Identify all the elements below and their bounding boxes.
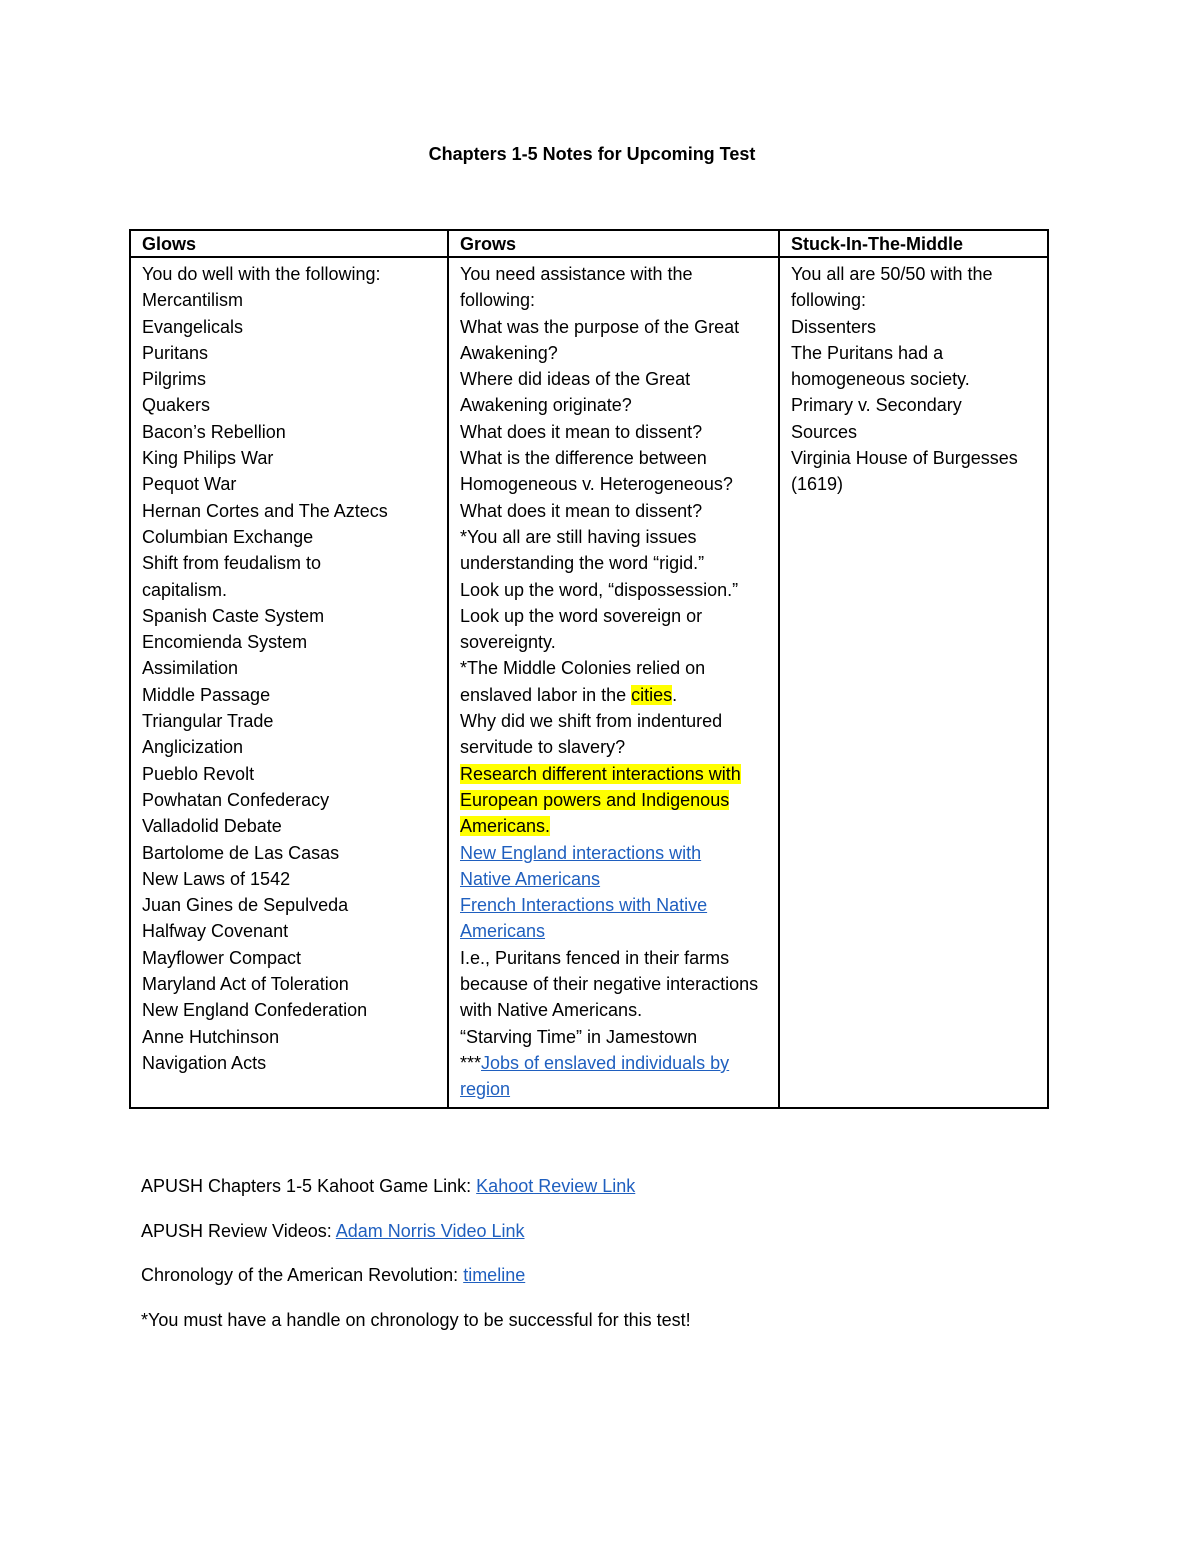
list-item: What does it mean to dissent? [460,421,703,442]
list-item [460,1050,765,1103]
list-item: What was the purpose of the Great Awakening? [460,316,740,363]
notes-table [129,229,1049,1109]
middle-cell [779,257,1048,1108]
kahoot-link[interactable]: Kahoot Review Link [476,1176,636,1196]
highlighted-word: cities [631,684,673,705]
list-item: Dissenters [791,316,877,337]
list-item: Bartolome de Las Casas [142,842,340,863]
list-item: *You all are still having issues understanding the word “rigid.” [460,526,705,574]
list-item: “Starving Time” in Jamestown [460,1026,698,1047]
list-item: I.e., Puritans fenced in their farms because of their negative interactions with Native Americans. [460,947,759,1021]
videos-label: APUSH Review Videos: [141,1220,336,1241]
list-item: Mercantilism [142,290,244,311]
list-item: Pilgrims [142,369,207,390]
list-item: Why did we shift from indentured servitude to slavery? [460,711,723,758]
list-item: Look up the word sovereign or sovereignty. [460,605,703,653]
list-item: You do well with the following: [142,264,381,284]
page-title: Chapters 1-5 Notes for Upcoming Test [428,144,756,164]
list-item: Look up the word, “dispossession.” [460,579,739,600]
list-item: Puritans [142,342,209,363]
list-item [460,655,750,708]
list-item [460,761,745,840]
list-item [460,840,750,893]
list-item: Primary v. Secondary Sources [791,395,962,442]
list-item: King Philips War [142,448,274,469]
period-text: . [672,684,678,705]
header-stuck-in-the-middle: Stuck-In-The-Middle [779,230,1048,257]
list-item: Pequot War [142,474,237,495]
middle-colonies-text: *The Middle Colonies relied on enslaved labor in the [460,658,706,705]
list-item: Maryland Act of Toleration [142,974,349,995]
list-item: What is the difference between Homogeneous v. Heterogeneous? [460,448,733,495]
footer-notes [141,1174,1041,1352]
french-interactions-link[interactable]: French Interactions with Native Americans [460,895,708,942]
list-item: Evangelicals [142,316,244,337]
middle-intro: You all are 50/50 with the following: [791,264,993,311]
list-item: Bacon’s Rebellion [142,421,286,442]
list-item: Spanish Caste System [142,605,325,626]
list-item: Juan Gines de Sepulveda [142,895,349,916]
list-item [460,892,750,945]
chronology-label: Chronology of the American Revolution: [141,1265,464,1285]
list-item: Triangular Trade [142,711,274,732]
videos-line [141,1219,1041,1243]
chronology-line [141,1263,1041,1287]
adam-norris-video-link[interactable]: Adam Norris Video Link [335,1220,525,1241]
asterisks: *** [460,1052,482,1073]
glows-cell [130,257,448,1108]
research-highlight: Research different interactions with European powers and Indigenous Americans. [460,763,741,837]
timeline-link[interactable]: timeline [463,1265,526,1285]
list-item: Halfway Covenant [142,921,289,942]
list-item: Virginia House of Burgesses (1619) [791,448,1018,495]
list-item: Anglicization [142,737,244,758]
list-item: Hernan Cortes and The Aztecs [142,500,388,521]
list-item: What does it mean to dissent? [460,500,703,521]
list-item: Quakers [142,395,211,416]
list-item: New Laws of 1542 [142,868,291,889]
list-item: Anne Hutchinson [142,1026,280,1047]
kahoot-label: APUSH Chapters 1-5 Kahoot Game Link: [141,1176,477,1196]
table-body-row [130,257,1048,1108]
grows-cell [448,257,779,1108]
list-item: Valladolid Debate [142,816,282,837]
list-item: Navigation Acts [142,1052,267,1073]
list-item: Pueblo Revolt [142,763,255,784]
list-item: Shift from feudalism to capitalism. [142,553,322,600]
list-item: Middle Passage [142,684,271,705]
list-item: Assimilation [142,658,239,679]
list-item: Powhatan Confederacy [142,789,330,810]
header-grows: Grows [448,230,779,257]
table-header-row [130,230,1048,257]
list-item: The Puritans had a homogeneous society. [791,342,970,390]
header-glows: Glows [130,230,448,257]
chronology-note: *You must have a handle on chronology to be successful for this test! [141,1309,691,1330]
kahoot-line [141,1174,1041,1198]
list-item: Encomienda System [142,632,308,653]
list-item: Mayflower Compact [142,947,302,968]
new-england-interactions-link[interactable]: New England interactions with Native Americans [460,842,702,889]
list-item: Columbian Exchange [142,526,314,547]
grows-intro: You need assistance with the following: [460,264,693,311]
jobs-of-enslaved-link[interactable]: Jobs of enslaved individuals by region [460,1052,730,1100]
list-item: Where did ideas of the Great Awakening originate? [460,369,691,416]
list-item: New England Confederation [142,1000,368,1021]
